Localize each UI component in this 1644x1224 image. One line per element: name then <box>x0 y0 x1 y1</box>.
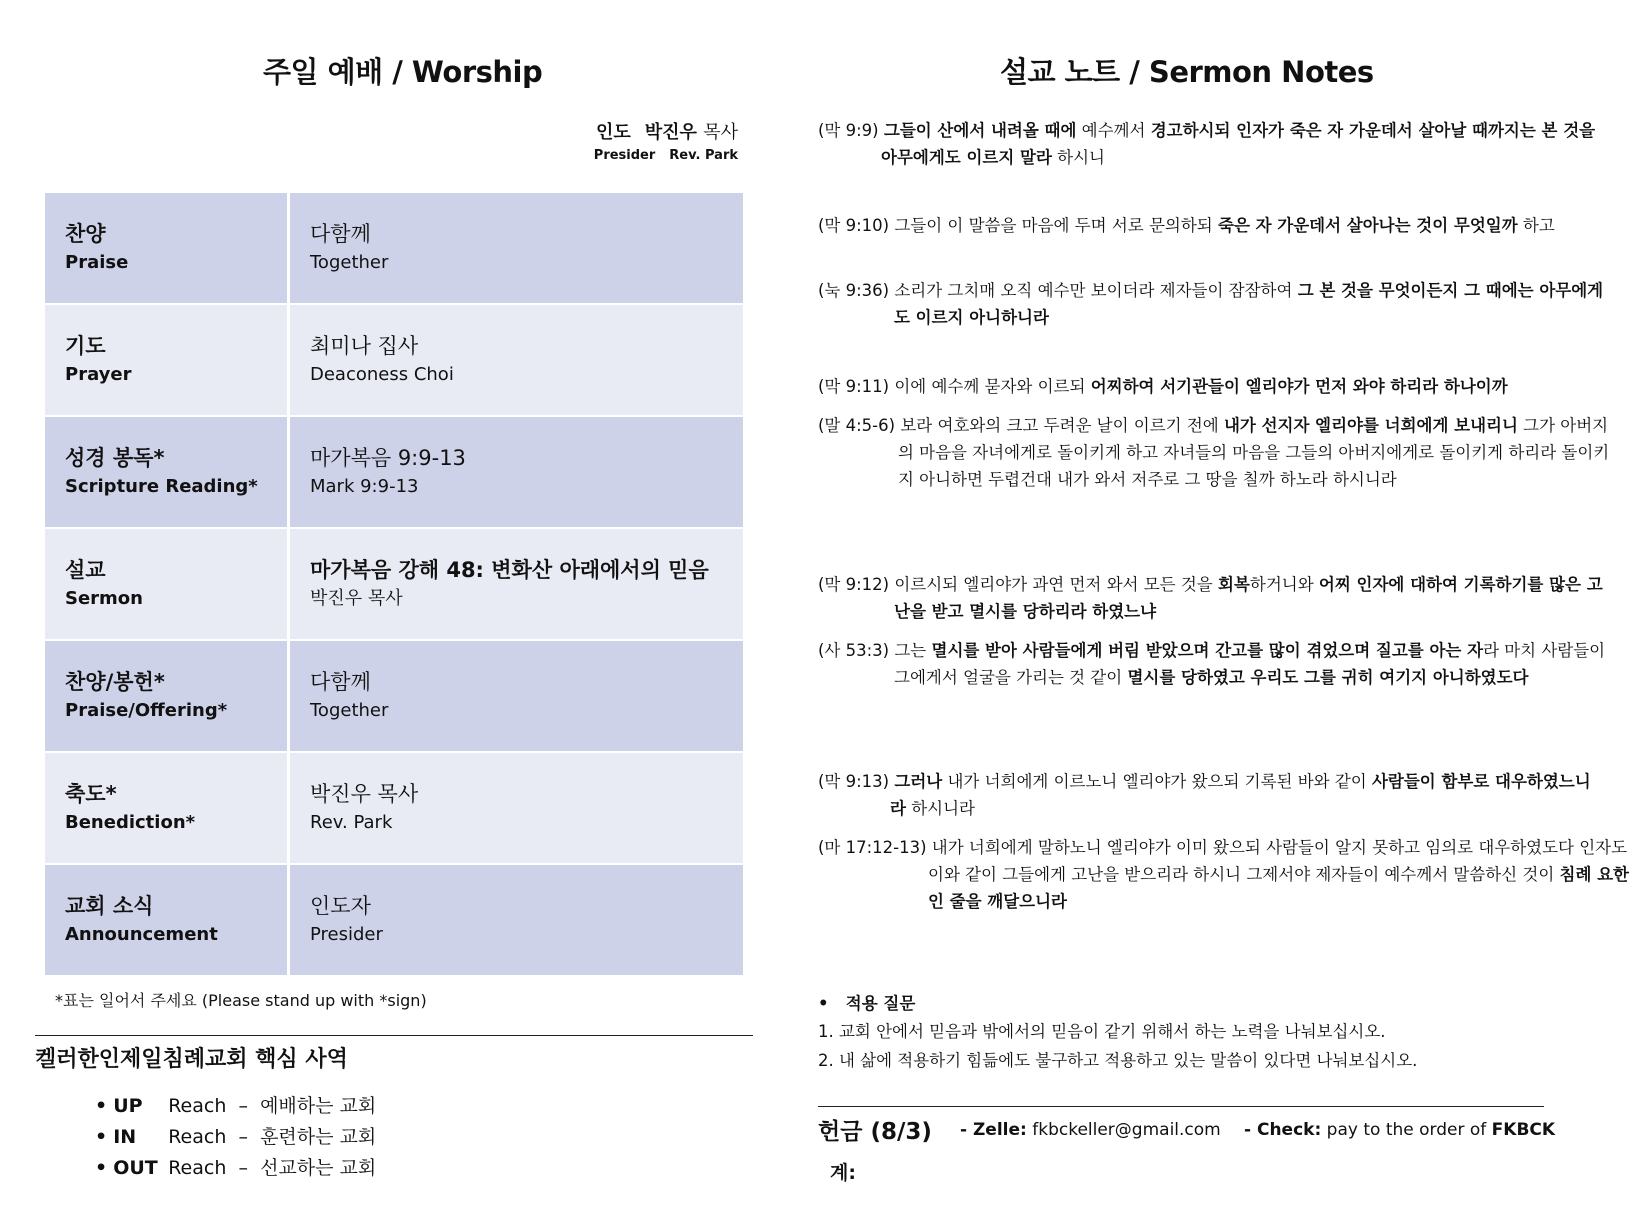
ministry-key: IN <box>113 1126 137 1148</box>
verse-note <box>818 834 1644 915</box>
ministry-desc: 예배하는 교회 <box>260 1095 377 1117</box>
verse-ref: (말 4:5-6) <box>818 416 896 435</box>
verse-text: 하시니 <box>1051 148 1105 167</box>
table-row <box>45 416 743 528</box>
check-label: - Check: <box>1244 1120 1322 1140</box>
offering-total-label: 계: <box>830 1162 856 1184</box>
offering-check <box>1244 1120 1555 1140</box>
ministry-title: 켈러한인제일침례교회 핵심 사역 <box>35 1047 348 1072</box>
ministry-reach: Reach <box>168 1095 227 1117</box>
check-value: pay to the order of <box>1326 1120 1487 1140</box>
verse-text: 예수께서 <box>1076 121 1151 140</box>
row-label-ko: 교회 소식 <box>65 894 154 918</box>
ministry-desc: 선교하는 교회 <box>260 1157 377 1179</box>
row-label-ko: 찬양 <box>65 222 106 246</box>
row-value-ko: 인도자 <box>310 894 371 918</box>
table-row <box>45 640 743 752</box>
ministry-item <box>95 1153 376 1180</box>
verse-note <box>818 768 1606 822</box>
ministry-item <box>95 1122 376 1149</box>
verse-text: 소리가 그치매 오직 예수만 보이더라 제자들이 잠잠하여 <box>889 281 1298 300</box>
verse-note <box>818 637 1610 691</box>
row-label-ko: 기도 <box>65 334 106 358</box>
offering-title: 헌금 (8/3) <box>818 1119 932 1145</box>
worship-order-table <box>45 193 743 977</box>
verse-text: 이르시되 엘리야가 과연 먼저 와서 모든 것을 <box>889 575 1218 594</box>
ministry-desc: 훈련하는 교회 <box>260 1126 377 1148</box>
ministry-dash: – <box>238 1126 248 1148</box>
row-label-en: Announcement <box>65 924 218 945</box>
verse-bold: 경고하시되 인자가 죽은 자 가운데서 살아날 때까지는 본 것을 아무에게도 이르지 말라 <box>881 121 1596 167</box>
ministry-reach: Reach <box>168 1126 227 1148</box>
verse-text: 이에 예수께 묻자와 이르되 <box>889 377 1091 396</box>
verse-note <box>818 212 1606 239</box>
table-row <box>45 528 743 640</box>
row-value-ko: 마가복음 9:9-13 <box>310 446 466 470</box>
row-value-ko: 다함께 <box>310 222 371 246</box>
worship-title: 주일 예배 / Worship <box>263 55 543 89</box>
presider-block <box>594 118 738 163</box>
divider <box>818 1106 1544 1107</box>
verse-ref: (막 9:12) <box>818 575 890 594</box>
verse-text: 하거니와 <box>1249 575 1319 594</box>
row-label-en: Praise/Offering* <box>65 700 228 721</box>
presider-ko-name: 박진우 <box>644 122 697 143</box>
verse-text: 그들이 이 말씀을 마음에 두며 서로 문의하되 <box>889 216 1218 235</box>
row-label-ko: 성경 봉독* <box>65 446 165 470</box>
ministry-key: UP <box>113 1095 143 1117</box>
check-payee: FKBCK <box>1491 1120 1556 1140</box>
row-value-ko: 최미나 집사 <box>310 334 419 358</box>
sermon-notes-title: 설교 노트 / Sermon Notes <box>1000 55 1374 89</box>
table-row <box>45 304 743 416</box>
row-value-en: Together <box>310 700 389 721</box>
verse-ref: (막 9:10) <box>818 216 890 235</box>
verse-ref: (마 17:12-13) <box>818 838 927 857</box>
stand-note: *표는 일어서 주세요 (Please stand up with *sign) <box>55 991 427 1010</box>
verse-note <box>818 117 1597 171</box>
row-value-en: 박진우 목사 <box>310 588 403 609</box>
table-row <box>45 752 743 864</box>
apply-question: 1. 교회 안에서 믿음과 밖에서의 믿음이 같기 위해서 하는 노력을 나눠보십시오. <box>818 1022 1386 1041</box>
verse-bold: 어찌하여 서기관들이 엘리야가 먼저 와야 하리라 하나이까 <box>1090 377 1508 396</box>
row-label-en: Prayer <box>65 364 132 385</box>
ministry-key: OUT <box>113 1157 158 1179</box>
row-label-ko: 찬양/봉헌* <box>65 670 165 694</box>
row-value-en: Together <box>310 252 389 273</box>
verse-bold: 사람들이 함부로 대우하였느니라 <box>890 772 1591 818</box>
row-value-en: Rev. Park <box>310 812 393 833</box>
offering-zelle <box>960 1120 1221 1140</box>
apply-title: 적용 질문 <box>845 994 916 1013</box>
verse-text: 라 마치 사람들이 그에게서 얼굴을 가리는 것 같이 <box>894 641 1606 687</box>
verse-bold: 내가 선지자 엘리야를 너희에게 보내리니 <box>1223 416 1518 435</box>
bullet-icon: • <box>95 1157 108 1179</box>
verse-text: 그는 <box>889 641 932 660</box>
verse-bold: 멸시를 당하였고 우리도 그를 귀히 여기지 아니하였도다 <box>1127 668 1529 687</box>
verse-text: 보라 여호와의 크고 두려운 날이 이르기 전에 <box>895 416 1224 435</box>
row-value-en: Deaconess Choi <box>310 364 454 385</box>
verse-ref: (막 9:11) <box>818 377 890 396</box>
verse-bold: 죽은 자 가운데서 살아나는 것이 무엇일까 <box>1218 216 1518 235</box>
verse-note <box>818 412 1614 493</box>
verse-text: 하시니라 <box>905 799 975 818</box>
row-value-ko: 박진우 목사 <box>310 782 419 806</box>
zelle-value: fkbckeller@gmail.com <box>1032 1120 1221 1140</box>
ministry-dash: – <box>238 1157 248 1179</box>
row-label-en: Scripture Reading* <box>65 476 258 497</box>
verse-ref: (막 9:9) <box>818 121 879 140</box>
verse-note <box>818 571 1610 625</box>
sermon-title: 마가복음 강해 48: 변화산 아래에서의 믿음 <box>310 558 709 582</box>
table-row <box>45 193 743 304</box>
verse-bold: 그들이 산에서 내려올 때에 <box>883 121 1077 140</box>
row-label-en: Praise <box>65 252 129 273</box>
row-label-ko: 축도* <box>65 782 117 806</box>
bullet-icon: • <box>818 994 829 1013</box>
verse-ref: (사 53:3) <box>818 641 890 660</box>
bullet-icon: • <box>95 1126 108 1148</box>
table-row <box>45 864 743 976</box>
divider <box>35 1035 753 1036</box>
row-label-ko: 설교 <box>65 558 106 582</box>
verse-text: 하고 <box>1517 216 1555 235</box>
verse-text: 내가 너희에게 이르노니 엘리야가 왔으되 기록된 바와 같이 <box>942 772 1372 791</box>
apply-questions-heading <box>818 990 915 1014</box>
apply-question: 2. 내 삶에 적용하기 힘듦에도 불구하고 적용하고 있는 말씀이 있다면 나눠보십시오. <box>818 1051 1418 1070</box>
verse-note <box>818 373 1606 400</box>
verse-ref: (막 9:13) <box>818 772 890 791</box>
verse-bold: 그 본 것을 무엇이든지 그 때에는 아무에게도 이르지 아니하니라 <box>894 281 1604 327</box>
presider-ko-title: 목사 <box>703 122 738 143</box>
verse-ref: (눅 9:36) <box>818 281 890 300</box>
verse-bold: 어찌 인자에 대하여 기록하기를 많은 고난을 받고 멸시를 당하리라 하였느냐 <box>894 575 1603 621</box>
zelle-label: - Zelle: <box>960 1120 1027 1140</box>
row-value-ko: 다함께 <box>310 670 371 694</box>
row-value-en: Mark 9:9-13 <box>310 476 419 497</box>
row-label-en: Benediction* <box>65 812 196 833</box>
ministry-item <box>95 1091 376 1118</box>
verse-text: 그가 아버지의 마음을 자녀에게로 돌이키게 하고 자녀들의 마음을 그들의 아버지에게로 돌이키게 하리라 돌이키지 아니하면 두렵건대 내가 와서 저주로 그 땅을 칠까 하노라 하시니라 <box>898 416 1610 489</box>
verse-note <box>818 277 1610 331</box>
ministry-dash: – <box>238 1095 248 1117</box>
verse-bold: 멸시를 받아 사람들에게 버림 받았으며 간고를 많이 겪었으며 질고를 아는 자 <box>931 641 1484 660</box>
verse-bold: 침례 요한인 줄을 깨달으니라 <box>928 865 1630 911</box>
presider-ko-label: 인도 <box>595 122 631 143</box>
row-value-en: Presider <box>310 924 383 945</box>
presider-en-label: Presider <box>593 148 656 163</box>
presider-en-name: Rev. Park <box>669 148 738 163</box>
verse-bold: 그러나 <box>894 772 943 791</box>
row-label-en: Sermon <box>65 588 143 609</box>
ministry-reach: Reach <box>168 1157 227 1179</box>
verse-text: 내가 너희에게 말하노니 엘리야가 이미 왔으되 사람들이 알지 못하고 임의로 대우하였도다 인자도 이와 같이 그들에게 고난을 받으리라 하시니 그제서야 제자들이 예수께서 말씀하신 것이 <box>926 838 1628 884</box>
bullet-icon: • <box>95 1095 108 1117</box>
verse-bold: 회복 <box>1218 575 1250 594</box>
